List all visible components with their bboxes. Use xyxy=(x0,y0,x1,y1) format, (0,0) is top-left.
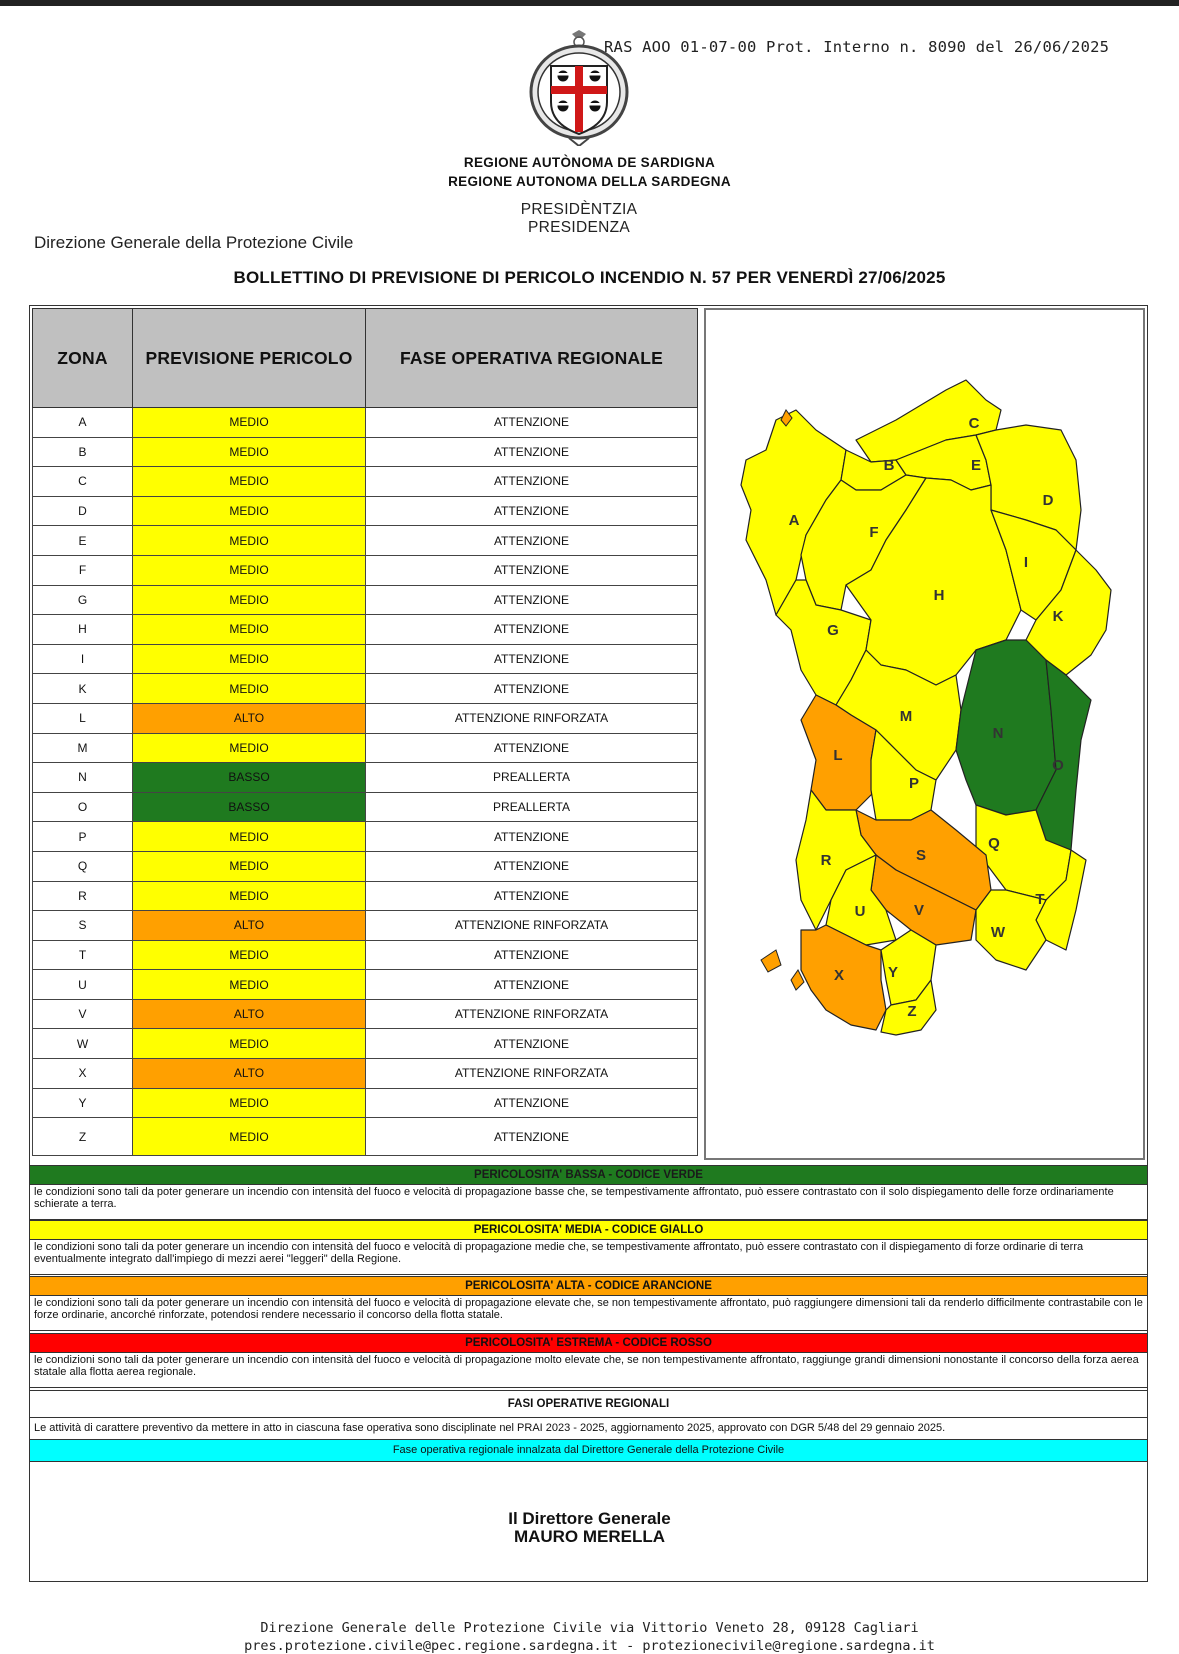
zone-code: F xyxy=(33,555,133,585)
sardinia-crest-icon xyxy=(524,30,634,146)
table-row xyxy=(33,644,698,674)
map-zone-label: F xyxy=(869,524,879,541)
map-zone-label: S xyxy=(915,847,927,864)
operative-phase: ATTENZIONE RINFORZATA xyxy=(366,911,698,941)
operative-phase: ATTENZIONE xyxy=(366,615,698,645)
danger-level: ALTO xyxy=(133,911,366,941)
zone-code: T xyxy=(33,940,133,970)
map-zone-label: R xyxy=(820,852,832,869)
fasi-operative xyxy=(29,1390,1148,1462)
map-zone-label: B xyxy=(883,457,895,474)
region-name-italian: REGIONE AUTONOMA DELLA SARDEGNA xyxy=(448,174,731,189)
map-zone-label: X xyxy=(833,967,845,984)
map-zone-label: Z xyxy=(907,1003,917,1020)
zone-code: D xyxy=(33,496,133,526)
top-border xyxy=(0,0,1179,6)
danger-level: BASSO xyxy=(133,763,366,793)
operative-phase: ATTENZIONE xyxy=(366,1088,698,1118)
region-name-sardinian: REGIONE AUTÒNOMA DE SARDIGNA xyxy=(463,155,716,170)
map-zone-label: O xyxy=(1052,757,1064,774)
map-zone-label: T xyxy=(1035,891,1045,908)
operative-phase: ATTENZIONE xyxy=(366,408,698,438)
island-sant-antioco xyxy=(761,950,781,972)
directorate-label: Direzione Generale della Protezione Civile xyxy=(34,233,354,252)
table-row xyxy=(33,763,698,793)
map-zone-label: U xyxy=(854,903,866,920)
protocol-number: RAS AOO 01-07-00 Prot. Interno n. 8090 del 26/06/2025 xyxy=(604,38,1110,56)
table-row xyxy=(33,1029,698,1059)
table-row xyxy=(33,408,698,438)
table-row xyxy=(33,940,698,970)
legend-rosso xyxy=(29,1333,1148,1388)
operative-phase: ATTENZIONE RINFORZATA xyxy=(366,703,698,733)
table-row xyxy=(33,467,698,497)
map-zone-label: N xyxy=(992,725,1004,742)
map-zone-n xyxy=(956,640,1056,815)
table-row xyxy=(33,674,698,704)
map-zone-label: W xyxy=(990,924,1006,941)
map-zone-label: Y xyxy=(887,964,899,981)
operative-phase: ATTENZIONE xyxy=(366,437,698,467)
table-row xyxy=(33,733,698,763)
sardinia-zone-map xyxy=(704,308,1145,1160)
operative-phase: PREALLERTA xyxy=(366,763,698,793)
table-row xyxy=(33,437,698,467)
map-zone-label: E xyxy=(970,457,982,474)
zone-code: W xyxy=(33,1029,133,1059)
fasi-operative-title: FASI OPERATIVE REGIONALI xyxy=(29,1390,1148,1418)
zone-code: M xyxy=(33,733,133,763)
operative-phase: ATTENZIONE xyxy=(366,851,698,881)
table-row xyxy=(33,1088,698,1118)
cyan-phase-note: Fase operativa regionale innalzata dal Direttore Generale della Protezione Civile xyxy=(29,1440,1148,1462)
director-name: MAURO MERELLA xyxy=(513,1527,666,1546)
zone-code: C xyxy=(33,467,133,497)
table-row xyxy=(33,999,698,1029)
sardinia-map-svg xyxy=(706,310,1143,1158)
zones-table xyxy=(32,308,698,1156)
fasi-operative-text: Le attività di carattere preventivo da mettere in atto in ciascuna fase operativa sono disciplinate nel PRAI 2023 - 2025, aggiornamento 2025, approvato con DGR 5/48 del 29 gennaio 2025. xyxy=(29,1418,1148,1440)
zone-code: G xyxy=(33,585,133,615)
presidency-sardinian: PRESIDÈNTZIA xyxy=(520,201,638,218)
map-zone-label: C xyxy=(968,415,980,432)
operative-phase: ATTENZIONE xyxy=(366,526,698,556)
map-zone-label: A xyxy=(788,512,800,529)
table-row xyxy=(33,585,698,615)
zone-code: Z xyxy=(33,1118,133,1156)
zone-code: R xyxy=(33,881,133,911)
danger-level: MEDIO xyxy=(133,437,366,467)
zone-code: L xyxy=(33,703,133,733)
danger-level: MEDIO xyxy=(133,408,366,438)
danger-level: MEDIO xyxy=(133,822,366,852)
operative-phase: ATTENZIONE xyxy=(366,733,698,763)
danger-level: ALTO xyxy=(133,703,366,733)
legend-arancione-title: PERICOLOSITA' ALTA - CODICE ARANCIONE xyxy=(29,1276,1148,1296)
operative-phase: ATTENZIONE xyxy=(366,881,698,911)
table-row xyxy=(33,496,698,526)
legend-rosso-title: PERICOLOSITA' ESTREMA - CODICE ROSSO xyxy=(29,1333,1148,1353)
table-row xyxy=(33,703,698,733)
operative-phase: ATTENZIONE xyxy=(366,555,698,585)
legend-arancione-text: le condizioni sono tali da poter generare un incendio con intensità del fuoco e velocità di propagazione elevate che, se non tempestivamente affrontato, può raggiungere dimensioni tali da renderlo difficilmente contrastabile con le forze ordinarie, ancorché rinforzate, potendosi rendere necessario il concorso della flotta statale. xyxy=(29,1296,1148,1331)
table-row xyxy=(33,1059,698,1089)
danger-level: MEDIO xyxy=(133,496,366,526)
table-row xyxy=(33,615,698,645)
operative-phase: ATTENZIONE xyxy=(366,1118,698,1156)
danger-level: MEDIO xyxy=(133,555,366,585)
danger-level: MEDIO xyxy=(133,526,366,556)
map-zone-label: I xyxy=(1023,554,1029,571)
zone-code: I xyxy=(33,644,133,674)
zone-code: Y xyxy=(33,1088,133,1118)
legend-arancione xyxy=(29,1276,1148,1331)
presidency-italian: PRESIDENZA xyxy=(527,219,631,236)
operative-phase: ATTENZIONE RINFORZATA xyxy=(366,1059,698,1089)
table-row xyxy=(33,911,698,941)
operative-phase: ATTENZIONE xyxy=(366,467,698,497)
table-row xyxy=(33,881,698,911)
operative-phase: ATTENZIONE xyxy=(366,940,698,970)
danger-level: MEDIO xyxy=(133,970,366,1000)
legend-giallo-text: le condizioni sono tali da poter generare un incendio con intensità del fuoco e velocità di propagazione medie che, se tempestivamente affrontato, può essere contrastato con il dispiegamento di forze ordinarie di terra eventualmente integrato dall'impiego di mezzi aerei "leggeri" della Regione. xyxy=(29,1240,1148,1275)
operative-phase: ATTENZIONE xyxy=(366,822,698,852)
zone-code: H xyxy=(33,615,133,645)
zone-code: P xyxy=(33,822,133,852)
table-row xyxy=(33,970,698,1000)
danger-level: ALTO xyxy=(133,1059,366,1089)
legend-giallo xyxy=(29,1220,1148,1275)
danger-level: MEDIO xyxy=(133,851,366,881)
zone-code: E xyxy=(33,526,133,556)
danger-level: MEDIO xyxy=(133,615,366,645)
danger-level: MEDIO xyxy=(133,467,366,497)
zone-code: B xyxy=(33,437,133,467)
operative-phase: ATTENZIONE xyxy=(366,674,698,704)
danger-level: MEDIO xyxy=(133,585,366,615)
danger-level: MEDIO xyxy=(133,1029,366,1059)
danger-level: MEDIO xyxy=(133,940,366,970)
zona-header: ZONA xyxy=(33,309,133,408)
map-zone-label: H xyxy=(933,587,945,604)
zone-code: Q xyxy=(33,851,133,881)
danger-level: MEDIO xyxy=(133,881,366,911)
table-row xyxy=(33,792,698,822)
operative-phase: ATTENZIONE RINFORZATA xyxy=(366,999,698,1029)
table-header-row xyxy=(33,309,698,408)
zone-code: A xyxy=(33,408,133,438)
operative-phase: ATTENZIONE xyxy=(366,496,698,526)
danger-level: MEDIO xyxy=(133,674,366,704)
zone-code: N xyxy=(33,763,133,793)
danger-level: MEDIO xyxy=(133,644,366,674)
map-zone-label: K xyxy=(1052,608,1064,625)
zone-code: S xyxy=(33,911,133,941)
legend-verde-text: le condizioni sono tali da poter generare un incendio con intensità del fuoco e velocità di propagazione basse che, se tempestivamente affrontato, può essere contrastato con il solo dispiegamento delle forze ordinariamente schierate a terra. xyxy=(29,1185,1148,1220)
danger-level: ALTO xyxy=(133,999,366,1029)
operative-phase: ATTENZIONE xyxy=(366,1029,698,1059)
zone-code: U xyxy=(33,970,133,1000)
table-row xyxy=(33,822,698,852)
zone-code: O xyxy=(33,792,133,822)
map-zone-label: P xyxy=(908,775,920,792)
legend-verde xyxy=(29,1165,1148,1220)
operative-phase: ATTENZIONE xyxy=(366,970,698,1000)
legend-verde-title: PERICOLOSITA' BASSA - CODICE VERDE xyxy=(29,1165,1148,1185)
legend-rosso-text: le condizioni sono tali da poter generare un incendio con intensità del fuoco e velocità di propagazione molto elevate che, se non tempestivamente affrontato, raggiunge grandi dimensioni nonostante il concorso della forza aerea statale alla flotta aerea regionale. xyxy=(29,1353,1148,1388)
map-zone-label: M xyxy=(899,708,913,725)
previsione-header: PREVISIONE PERICOLO xyxy=(133,309,366,408)
table-row xyxy=(33,526,698,556)
map-zone-label: G xyxy=(827,622,839,639)
zone-code: X xyxy=(33,1059,133,1089)
danger-level: MEDIO xyxy=(133,1118,366,1156)
map-zone-label: D xyxy=(1042,492,1054,509)
operative-phase: ATTENZIONE xyxy=(366,644,698,674)
table-row xyxy=(33,555,698,585)
zones-table-body xyxy=(33,408,698,1156)
danger-level: BASSO xyxy=(133,792,366,822)
danger-level: MEDIO xyxy=(133,1088,366,1118)
danger-level: MEDIO xyxy=(133,733,366,763)
map-zone-label: V xyxy=(913,902,925,919)
operative-phase: ATTENZIONE xyxy=(366,585,698,615)
footer-address: Direzione Generale delle Protezione Civile via Vittorio Veneto 28, 09128 Cagliari xyxy=(260,1620,919,1636)
operative-phase: PREALLERTA xyxy=(366,792,698,822)
table-row xyxy=(33,1118,698,1156)
legend-giallo-title: PERICOLOSITA' MEDIA - CODICE GIALLO xyxy=(29,1220,1148,1240)
zone-code: K xyxy=(33,674,133,704)
table-row xyxy=(33,851,698,881)
director-role: Il Direttore Generale xyxy=(508,1509,671,1528)
zone-code: V xyxy=(33,999,133,1029)
footer-emails: pres.protezione.civile@pec.regione.sardegna.it - protezionecivile@regione.sardegna.it xyxy=(244,1638,935,1654)
fase-header: FASE OPERATIVA REGIONALE xyxy=(366,309,698,408)
map-zone-label: L xyxy=(833,747,843,764)
bulletin-title: BOLLETTINO DI PREVISIONE DI PERICOLO INCENDIO N. 57 PER VENERDÌ 27/06/2025 xyxy=(233,268,946,287)
map-zone-label: Q xyxy=(988,835,1000,852)
